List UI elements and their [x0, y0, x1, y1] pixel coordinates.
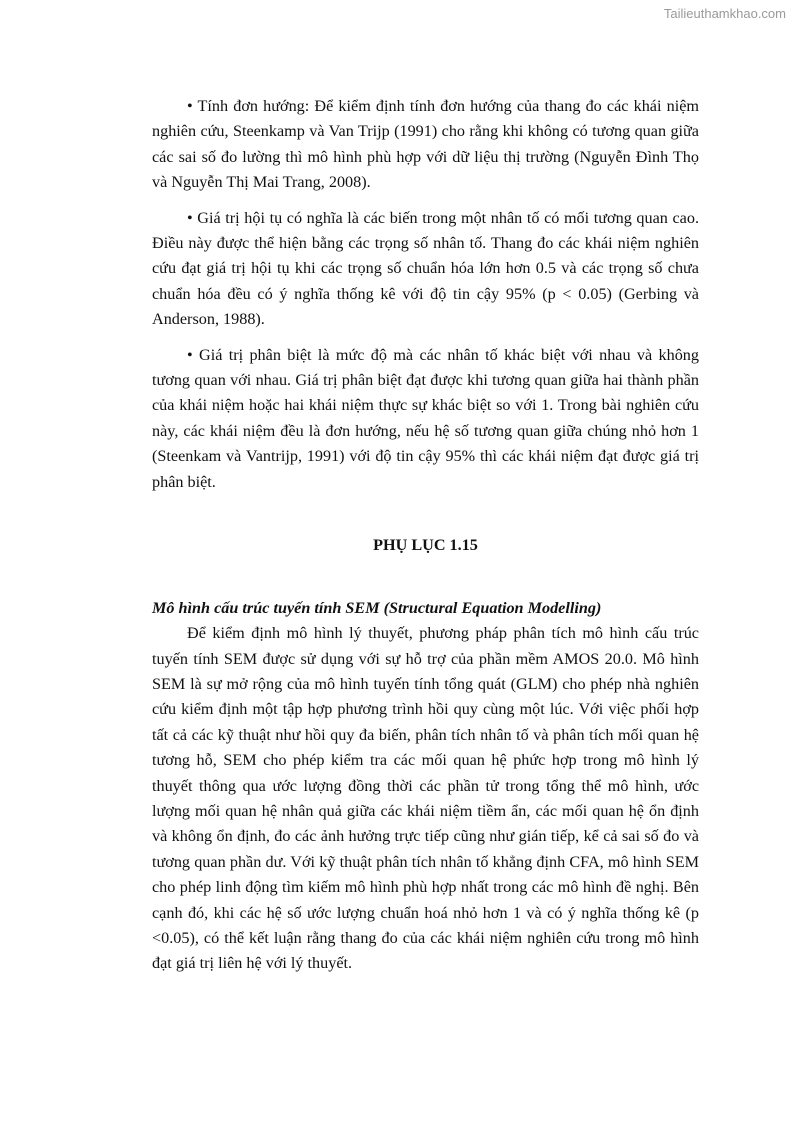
paragraph-discriminant-validity: • Giá trị phân biệt là mức độ mà các nhân tố khác biệt với nhau và không tương quan với nhau. Giá trị phân biệt đạt được khi tương quan giữa hai thành phần của khái niệm hoặc hai khái niệm thực sự khác biệt so với 1. Trong bài nghiên cứu này, các khái niệm đều là đơn hướng, nếu hệ số tương quan giữa chúng nhỏ hơn 1 (Steenkam và Vantrijp, 1991) với độ tin cậy 95% thì các khái niệm đạt được giá trị phân biệt.	[152, 345, 699, 491]
paragraph-sem: Để kiểm định mô hình lý thuyết, phương pháp phân tích mô hình cấu trúc tuyến tính SEM được sử dụng với sự hỗ trợ của phần mềm AMOS 20.0. Mô hình SEM là sự mở rộng của mô hình tuyến tính tổng quát (GLM) cho phép nhà nghiên cứu kiểm định một tập hợp phương trình hồi quy cùng một lúc. Với việc phối hợp tất cả các kỹ thuật như hồi quy đa biến, phân tích nhân tố và phân tích mối quan hệ tương hỗ, SEM cho phép kiểm tra các mối quan hệ phức hợp trong mô hình lý thuyết thông qua ước lượng đồng thời các phần tử trong tổng thể mô hình, ước lượng mối quan hệ nhân quả giữa các khái niệm tiềm ẩn, các mối quan hệ ổn định và không ổn định, đo các ảnh hưởng trực tiếp cũng như gián tiếp, kể cả sai số đo và tương quan phần dư. Với kỹ thuật phân tích nhân tố khẳng định CFA, mô hình SEM cho phép linh động tìm kiếm mô hình phù hợp nhất trong các mô hình đề nghị. Bên cạnh đó, khi các hệ số ước lượng chuẩn hoá nhỏ hơn 1 và có ý nghĩa thống kê (p <0.05), có thể kết luận rằng thang đo của các khái niệm nghiên cứu trong mô hình đạt giá trị liên hệ với lý thuyết.	[152, 624, 699, 973]
appendix-title: PHỤ LỤC 1.15	[373, 536, 478, 555]
watermark-text: Tailieuthamkhao.com	[663, 6, 786, 21]
section-title: Mô hình cấu trúc tuyến tính SEM (Structural Equation Modelling)	[152, 599, 602, 618]
document-body	[152, 94, 699, 977]
paragraph-unidimensionality: • Tính đơn hướng: Để kiểm định tính đơn hướng của thang đo các khái niệm nghiên cứu, Steenkamp và Van Trijp (1991) cho rằng khi không có tương quan giữa các sai số đo lường thì mô hình phù hợp với dữ liệu thị trường (Nguyễn Đình Thọ và Nguyễn Thị Mai Trang, 2008).	[152, 97, 699, 192]
paragraph-convergent-validity: • Giá trị hội tụ có nghĩa là các biến trong một nhân tố có mối tương quan cao. Điều này được thể hiện bằng các trọng số nhân tố. Thang đo các khái niệm nghiên cứu đạt giá trị hội tụ khi các trọng số chuẩn hóa lớn hơn 0.5 và các trọng số chưa chuẩn hóa đều có ý nghĩa thống kê với độ tin cậy 95% (p < 0.05) (Gerbing và Anderson, 1988).	[152, 208, 699, 329]
